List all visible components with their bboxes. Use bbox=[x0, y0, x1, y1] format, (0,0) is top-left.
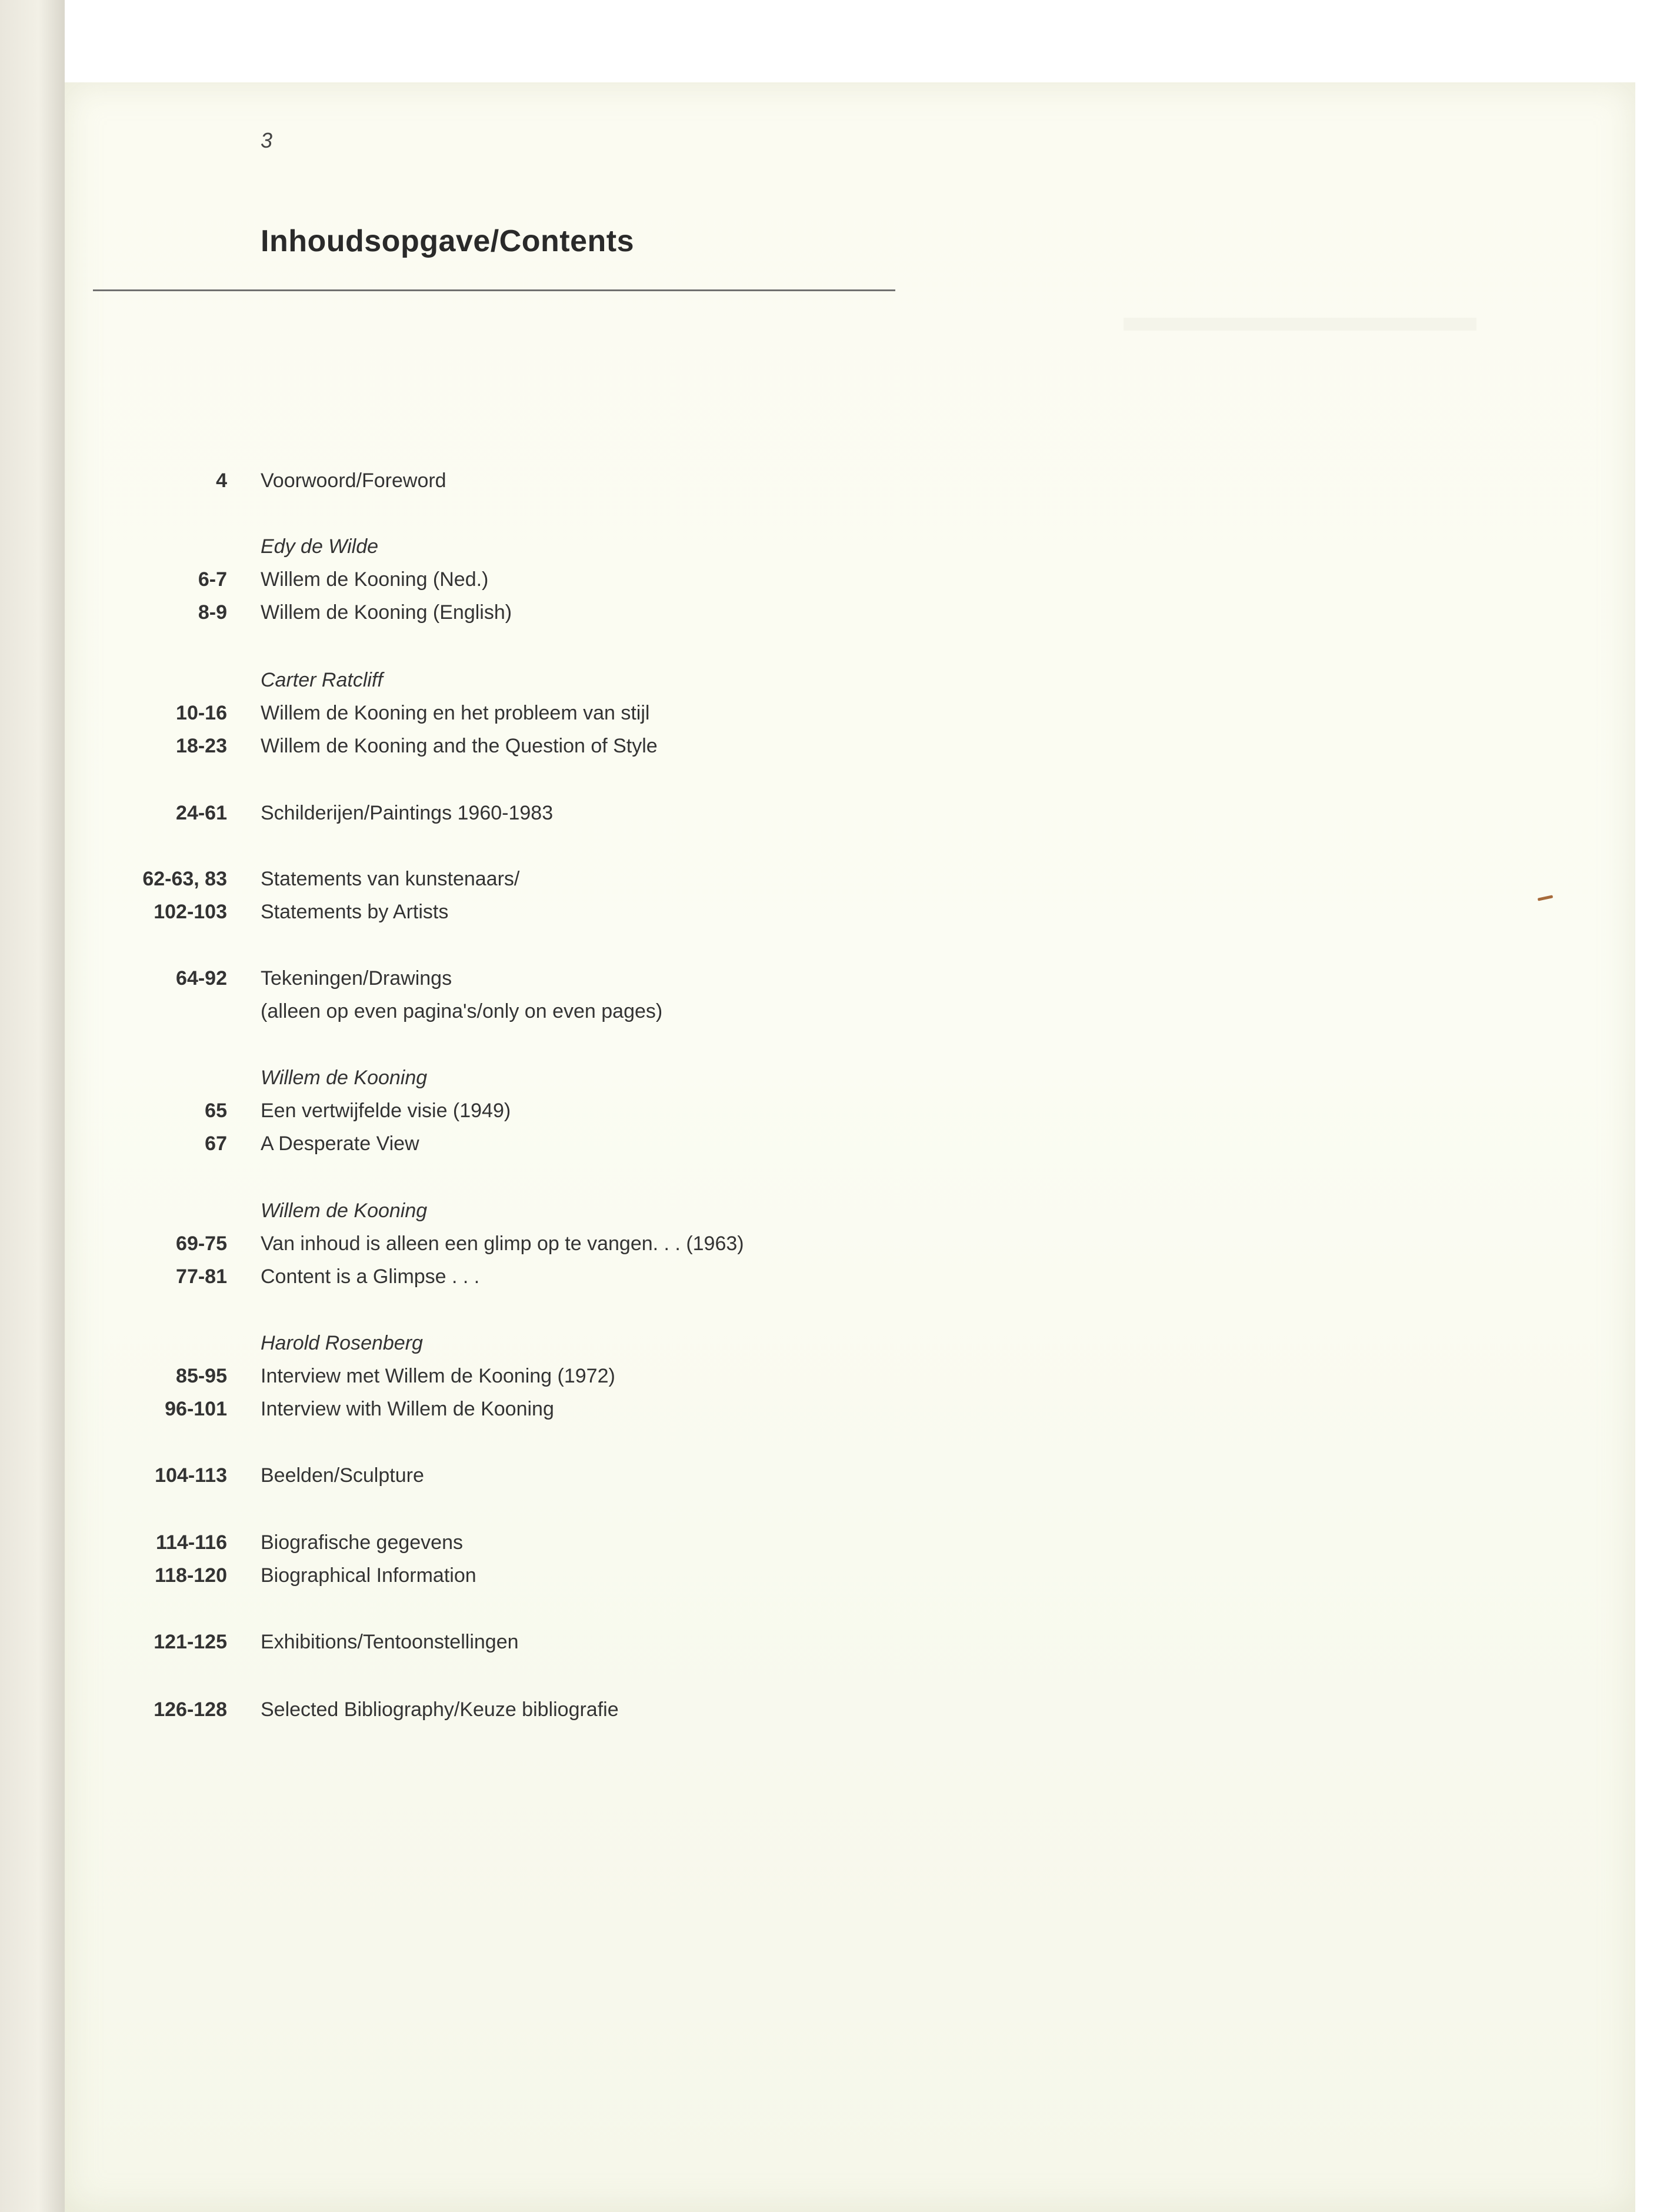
toc-entry bbox=[0, 735, 941, 764]
toc-title: Interview met Willem de Kooning (1972) bbox=[261, 1365, 615, 1387]
toc-entry bbox=[0, 1132, 941, 1162]
toc-page-range: 8-9 bbox=[198, 601, 227, 624]
toc-page-range: 18-23 bbox=[176, 735, 227, 757]
toc-title: Interview with Willem de Kooning bbox=[261, 1398, 554, 1420]
toc-title: Schilderijen/Paintings 1960-1983 bbox=[261, 802, 554, 824]
toc-title: Voorwoord/Foreword bbox=[261, 469, 446, 492]
toc-entry bbox=[0, 1464, 941, 1494]
toc-title: Selected Bibliography/Keuze bibliografie bbox=[261, 1698, 619, 1721]
toc-author: Carter Ratcliff bbox=[261, 669, 383, 691]
toc-title: Een vertwijfelde visie (1949) bbox=[261, 1100, 511, 1122]
toc-entry bbox=[0, 1531, 941, 1561]
toc-title: Willem de Kooning and the Question of Style bbox=[261, 735, 658, 757]
toc-entry bbox=[0, 1631, 941, 1660]
toc-title: Beelden/Sculpture bbox=[261, 1464, 424, 1487]
toc-page-range: 96-101 bbox=[165, 1398, 227, 1420]
toc-page-range: 126-128 bbox=[154, 1698, 227, 1721]
toc-title: Willem de Kooning (English) bbox=[261, 601, 512, 624]
toc-title: Exhibitions/Tentoonstellingen bbox=[261, 1631, 519, 1653]
toc-entry bbox=[0, 1564, 941, 1594]
toc-title: (alleen op even pagina's/only on even pages) bbox=[261, 1000, 663, 1022]
toc-title: Biographical Information bbox=[261, 1564, 476, 1587]
toc-title: Willem de Kooning (Ned.) bbox=[261, 568, 489, 591]
toc-page-range: 114-116 bbox=[155, 1531, 227, 1554]
toc-page-range: 104-113 bbox=[155, 1464, 227, 1487]
toc-page-range: 69-75 bbox=[176, 1232, 227, 1255]
toc-page-range: 62-63, 83 bbox=[142, 868, 227, 890]
toc-page-range: 65 bbox=[205, 1100, 227, 1122]
toc-page-range: 10-16 bbox=[176, 702, 227, 724]
toc-author: Harold Rosenberg bbox=[261, 1332, 423, 1354]
show-through-shadow bbox=[1124, 318, 1476, 331]
toc-entry bbox=[0, 702, 941, 731]
toc-page-range: 6-7 bbox=[198, 568, 227, 591]
toc-author: Willem de Kooning bbox=[261, 1200, 428, 1222]
toc-page-range: 102-103 bbox=[154, 901, 227, 923]
toc-entry bbox=[0, 568, 941, 598]
toc-page-range: 64-92 bbox=[176, 967, 227, 990]
toc-entry bbox=[0, 469, 941, 499]
toc-title: A Desperate View bbox=[261, 1132, 419, 1155]
toc-entry bbox=[0, 802, 941, 831]
toc-page-range: 85-95 bbox=[176, 1365, 227, 1387]
toc-entry bbox=[0, 967, 941, 997]
page-title: Inhoudsopgave/Contents bbox=[261, 224, 634, 258]
toc-entry bbox=[0, 601, 941, 631]
toc-entry bbox=[0, 1365, 941, 1394]
toc-author: Willem de Kooning bbox=[261, 1067, 428, 1089]
toc-page-range: 77-81 bbox=[176, 1265, 227, 1288]
toc-entry bbox=[0, 1698, 941, 1728]
toc-author: Edy de Wilde bbox=[261, 535, 379, 558]
toc-title: Biografische gegevens bbox=[261, 1531, 464, 1554]
toc-entry bbox=[0, 1265, 941, 1295]
toc-title: Tekeningen/Drawings bbox=[261, 967, 452, 990]
toc-page-range: 118-120 bbox=[155, 1564, 227, 1587]
toc-title: Content is a Glimpse . . . bbox=[261, 1265, 480, 1288]
toc-entry bbox=[0, 901, 941, 930]
toc-title: Willem de Kooning en het probleem van stijl bbox=[261, 702, 650, 724]
title-rule bbox=[93, 289, 895, 291]
toc-entry bbox=[0, 1100, 941, 1129]
toc-entry bbox=[0, 1000, 941, 1030]
toc-page-range: 67 bbox=[205, 1132, 227, 1155]
toc-page-range: 121-125 bbox=[154, 1631, 227, 1653]
background-right bbox=[1635, 82, 1660, 2212]
background-top bbox=[65, 0, 1660, 82]
page-number: 3 bbox=[261, 128, 273, 152]
toc-page-range: 4 bbox=[216, 469, 227, 492]
toc-page-range: 24-61 bbox=[176, 802, 227, 824]
toc-title: Van inhoud is alleen een glimp op te vangen. . . (1963) bbox=[261, 1232, 744, 1255]
toc-title: Statements van kunstenaars/ bbox=[261, 868, 520, 890]
toc-entry bbox=[0, 1398, 941, 1427]
toc-entry bbox=[0, 868, 941, 897]
toc-title: Statements by Artists bbox=[261, 901, 449, 923]
toc-entry bbox=[0, 1232, 941, 1262]
